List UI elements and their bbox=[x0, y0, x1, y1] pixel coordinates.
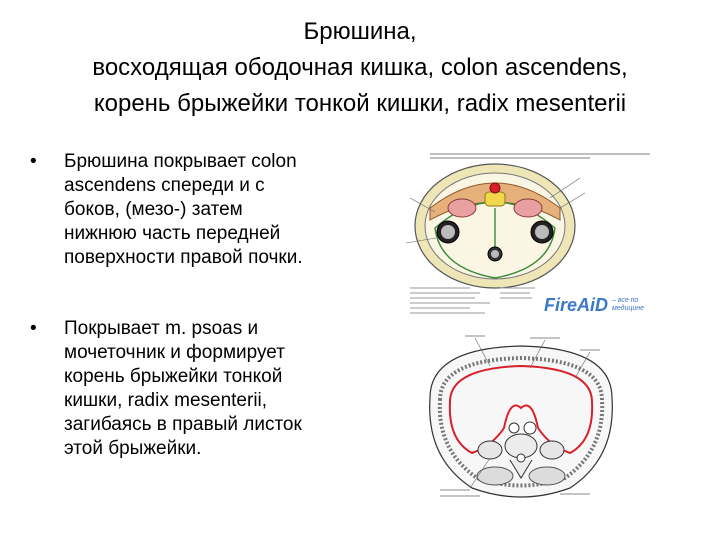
bullet-item-1 bbox=[30, 150, 380, 270]
figure-legend-lines-right bbox=[500, 288, 535, 298]
bullet-marker: • bbox=[30, 318, 37, 339]
bullet-item-2 bbox=[30, 317, 380, 461]
bullet-line: загибаясь в правый листок bbox=[64, 414, 302, 435]
watermark-tagline bbox=[612, 297, 660, 313]
slide-title bbox=[20, 14, 700, 122]
title-line-2: восходящая ободочная кишка, colon ascendens, bbox=[92, 54, 628, 81]
bullet-line: нижнюю часть передней bbox=[64, 223, 281, 244]
bullet-line: ascendens спереди и с bbox=[64, 175, 265, 196]
watermark-tagline-line-1: – все по bbox=[612, 297, 639, 304]
bullet-line: поверхности правой почки. bbox=[64, 247, 303, 268]
watermark-tagline-line-2: медицине bbox=[612, 305, 645, 312]
bullet-line: этой брыжейки. bbox=[64, 438, 202, 459]
figure-legend-lines bbox=[410, 288, 490, 313]
bullet-line: корень брыжейки тонкой bbox=[64, 366, 283, 387]
bullet-list bbox=[30, 150, 380, 461]
title-line-3: корень брыжейки тонкой кишки, radix mesenterii bbox=[93, 90, 627, 117]
bullet-line: Покрывает m. psoas и bbox=[64, 318, 259, 339]
bullet-line: кишки, radix mesenterii, bbox=[64, 390, 268, 411]
bullet-line: мочеточник и формирует bbox=[64, 342, 285, 363]
bullet-line: боков, (мезо-) затем bbox=[64, 199, 243, 220]
figure-caption-lines bbox=[430, 154, 650, 158]
watermark-logo: FireAiD bbox=[544, 295, 609, 315]
abdomen-cross-section-figure bbox=[400, 148, 680, 320]
bullet-line: Брюшина покрывает colon bbox=[64, 151, 297, 172]
peritoneum-transverse-section-figure bbox=[410, 328, 632, 508]
bullet-marker: • bbox=[30, 151, 37, 172]
title-line-1: Брюшина, bbox=[303, 18, 417, 45]
